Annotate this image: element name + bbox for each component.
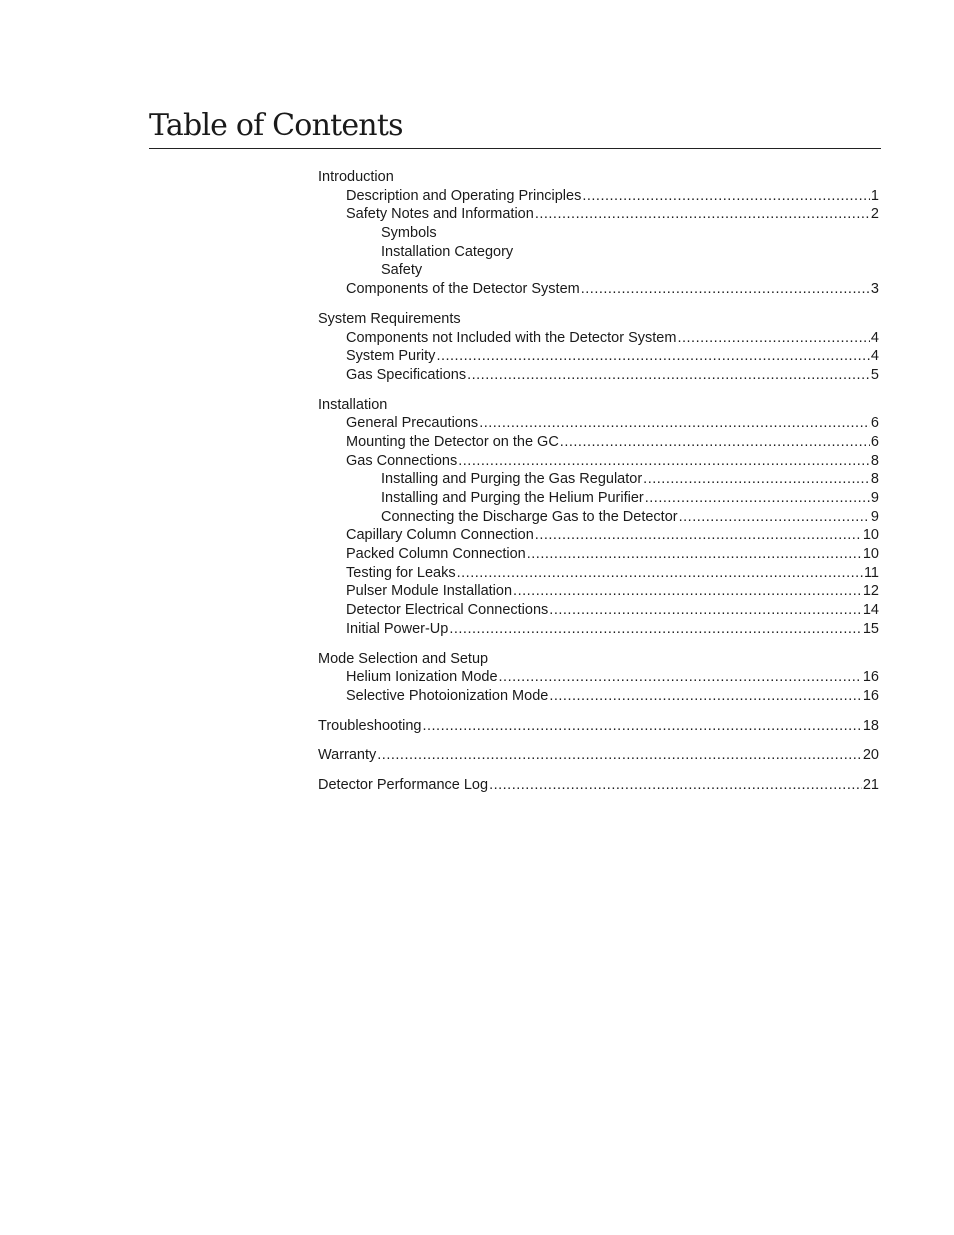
toc-page-number: 14 (862, 602, 879, 619)
toc-entry-title: Safety (381, 262, 423, 279)
toc-page-number: 6 (870, 415, 879, 432)
dot-leader (560, 433, 870, 452)
toc-entry-title: Initial Power-Up (346, 620, 449, 637)
toc-page-number: 16 (862, 669, 879, 686)
toc-entry-title: Detector Performance Log (318, 776, 489, 793)
toc-entry-title: Installation Category (381, 243, 514, 260)
toc-entry[interactable] (318, 526, 879, 545)
toc-entry[interactable] (318, 414, 879, 433)
toc-entry-title: Description and Operating Principles (346, 187, 582, 204)
toc-page-number: 21 (862, 776, 879, 793)
toc-entry-title: Warranty (318, 747, 377, 764)
dot-leader (582, 187, 870, 206)
toc-entry-title: Installing and Purging the Gas Regulator (381, 471, 643, 488)
page-title: Table of Contents (149, 108, 403, 143)
toc-page-number: 16 (862, 687, 879, 704)
toc-page-number: 18 (862, 717, 879, 734)
toc-section (318, 717, 879, 736)
toc-page-number: 8 (870, 452, 879, 469)
title-rule (149, 148, 881, 149)
dot-leader (535, 526, 862, 545)
toc-section-heading[interactable] (318, 168, 879, 187)
toc-section (318, 310, 879, 385)
toc-entry-title: Testing for Leaks (346, 564, 456, 581)
toc-section (318, 650, 879, 706)
dot-leader (457, 564, 863, 583)
toc-page-number: 15 (862, 620, 879, 637)
toc-page-number: 3 (870, 281, 879, 298)
toc-entry[interactable] (318, 224, 879, 243)
toc-section (318, 746, 879, 765)
toc-entry-title: Helium Ionization Mode (346, 669, 498, 686)
toc-entry[interactable] (318, 620, 879, 639)
dot-leader (479, 414, 870, 433)
toc-entry-title: Mounting the Detector on the GC (346, 433, 559, 450)
dot-leader (581, 280, 870, 299)
dot-leader (645, 489, 870, 508)
toc-entry-title: Gas Connections (346, 452, 458, 469)
dot-leader (513, 582, 862, 601)
toc-entry-title: Detector Electrical Connections (346, 602, 549, 619)
toc-entry[interactable] (318, 261, 879, 280)
toc-page-number: 5 (870, 366, 879, 383)
toc-entry-title: Installing and Purging the Helium Purifier (381, 490, 644, 506)
toc-entry-title: Connecting the Discharge Gas to the Detector (381, 508, 678, 525)
dot-leader (489, 776, 862, 795)
dot-leader (467, 366, 870, 385)
toc-section-heading[interactable] (318, 396, 879, 415)
dot-leader (549, 687, 862, 706)
toc-entry-title: Pulser Module Installation (346, 583, 513, 600)
toc-page-number: 9 (870, 508, 879, 525)
dot-leader (679, 508, 870, 527)
toc-entry[interactable] (318, 187, 879, 206)
toc-page-number: 4 (870, 329, 879, 346)
toc-entry[interactable] (318, 243, 879, 262)
dot-leader (422, 717, 861, 736)
toc-entry-title: Capillary Column Connection (346, 527, 534, 544)
toc-entry-title: Mode Selection and Setup (318, 650, 489, 667)
toc-section (318, 776, 879, 795)
toc-entry[interactable] (318, 687, 879, 706)
toc-entry-title: Safety Notes and Information (346, 206, 534, 223)
toc-page-number: 4 (870, 348, 879, 365)
toc-entry-title: Gas Specifications (346, 366, 467, 383)
toc-page-number: 10 (862, 546, 879, 563)
toc-entry[interactable] (318, 452, 879, 471)
toc-page-number: 20 (862, 747, 879, 764)
toc-entry-title: System Purity (346, 348, 436, 365)
toc-entry[interactable] (318, 545, 879, 564)
toc-entry-title: Symbols (381, 225, 437, 242)
dot-leader (643, 470, 870, 489)
toc-entry-title: Troubleshooting (318, 717, 422, 734)
toc-entry[interactable] (318, 668, 879, 687)
toc-entry[interactable] (318, 564, 879, 583)
toc-section-heading[interactable] (318, 650, 879, 669)
toc-entry[interactable] (318, 489, 879, 508)
toc-page-number: 6 (870, 433, 879, 450)
toc-entry-title: System Requirements (318, 310, 461, 327)
toc-entry[interactable] (318, 601, 879, 620)
toc-entry[interactable] (318, 508, 879, 527)
toc-page-number: 12 (862, 583, 879, 600)
toc-entry-title: General Precautions (346, 415, 479, 432)
dot-leader (499, 668, 862, 687)
dot-leader (458, 452, 870, 471)
dot-leader (377, 746, 862, 765)
dot-leader (527, 545, 862, 564)
dot-leader (449, 620, 862, 639)
toc-section-heading[interactable] (318, 310, 879, 329)
toc-entry-title: Installation (318, 396, 388, 413)
toc-entry-title: Selective Photoionization Mode (346, 687, 549, 704)
toc-page-number: 10 (862, 527, 879, 544)
toc-entry-title: Components not Included with the Detector System (346, 329, 677, 346)
toc-entry-title: Packed Column Connection (346, 546, 526, 563)
toc-section-heading[interactable] (318, 776, 879, 795)
toc-entry[interactable] (318, 205, 879, 224)
toc-section (318, 168, 879, 299)
toc-page-number: 9 (870, 490, 879, 506)
table-of-contents (318, 168, 879, 806)
toc-entry[interactable] (318, 470, 879, 489)
toc-entry[interactable] (318, 329, 879, 348)
toc-page-number: 2 (870, 206, 879, 223)
dot-leader (677, 329, 869, 348)
toc-section-heading[interactable] (318, 746, 879, 765)
toc-entry[interactable] (318, 582, 879, 601)
toc-entry[interactable] (318, 347, 879, 366)
toc-entry[interactable] (318, 280, 879, 299)
dot-leader (535, 205, 870, 224)
toc-entry[interactable] (318, 433, 879, 452)
toc-page-number: 1 (870, 187, 879, 204)
dot-leader (549, 601, 862, 620)
toc-section-heading[interactable] (318, 717, 879, 736)
toc-entry[interactable] (318, 366, 879, 385)
toc-section (318, 396, 879, 639)
toc-page-number: 11 (863, 564, 879, 581)
toc-entry-title: Components of the Detector System (346, 281, 580, 298)
toc-entry-title: Introduction (318, 169, 394, 185)
dot-leader (436, 347, 869, 366)
toc-page-number: 8 (870, 471, 879, 488)
